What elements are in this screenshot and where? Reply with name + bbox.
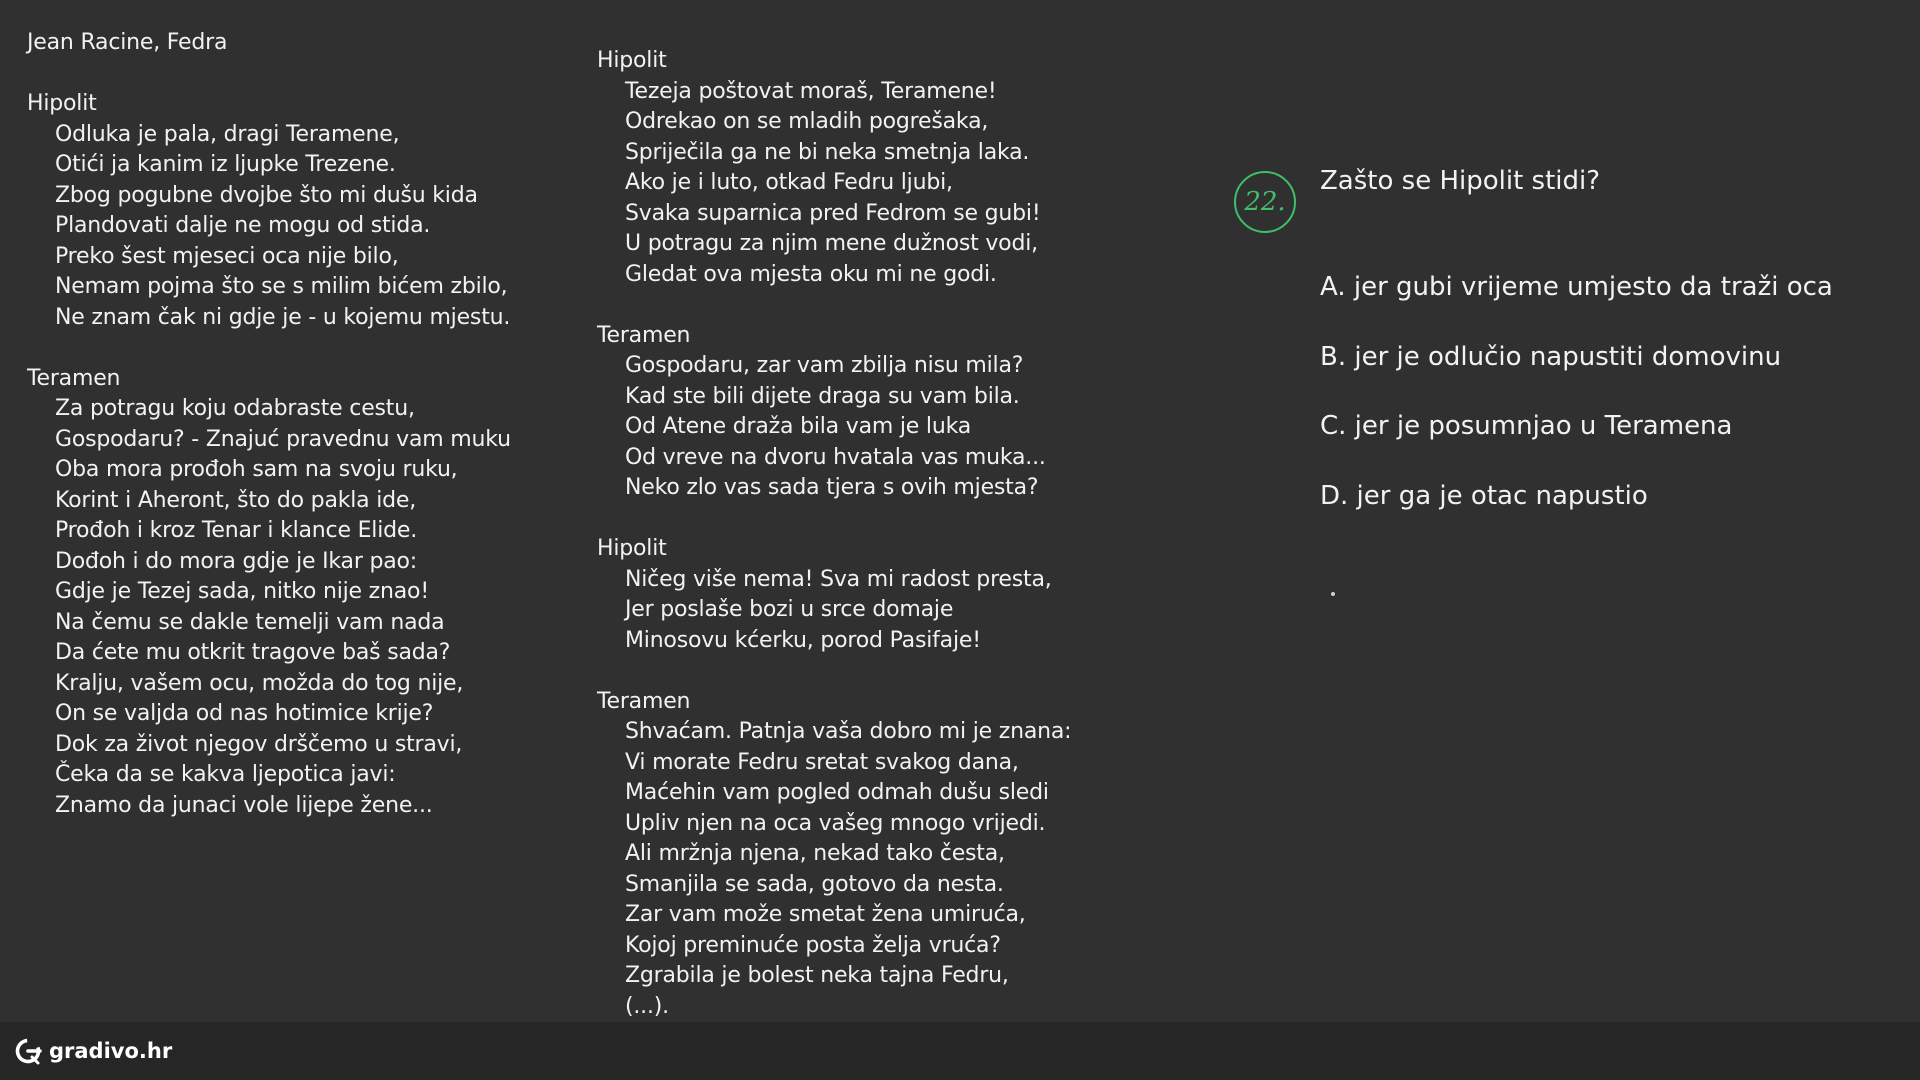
- verse-line: Kralju, vašem ocu, možda do tog nije,: [55, 670, 464, 696]
- text-column-middle: [597, 46, 1071, 1053]
- speaker-name: Hipolit: [27, 91, 97, 116]
- verse-line: Odluka je pala, dragi Teramene,: [55, 121, 400, 147]
- verse-line: Ali mržnja njena, nekad tako česta,: [625, 841, 1005, 866]
- verse-line: Preko šest mjeseci oca nije bilo,: [55, 243, 399, 269]
- verse-line: Gledat ova mjesta oku mi ne godi.: [625, 261, 997, 287]
- answer-option-a[interactable]: A. jer gubi vrijeme umjesto da traži oca: [1320, 272, 1833, 302]
- verse-line: Jer poslaše bozi u srce domaje: [625, 597, 954, 622]
- verse-line: Da ćete mu otkrit tragove baš sada?: [55, 640, 451, 665]
- verse-line: On se valjda od nas hotimice krije?: [55, 701, 434, 726]
- verse-line: (...).: [625, 993, 669, 1019]
- dialogue-block: [597, 321, 1071, 504]
- verse-line: Tezeja poštovat moraš, Teramene!: [625, 78, 997, 104]
- verse-lines: [597, 565, 1071, 657]
- verse-line: U potragu za njim mene dužnost vodi,: [625, 231, 1038, 256]
- verse-line: Kad ste bili dijete draga su vam bila.: [625, 383, 1020, 409]
- dialogue-block: [597, 687, 1071, 1023]
- verse-line: Maćehin vam pogled odmah dušu sledi: [625, 780, 1049, 805]
- speaker-name: Teramen: [597, 322, 691, 348]
- verse-line: Nemam pojma što se s milim bićem zbilo,: [55, 274, 508, 299]
- text-column-left: [27, 28, 511, 852]
- verse-line: Plandovati dalje ne mogu od stida.: [55, 213, 431, 238]
- answer-option-c[interactable]: C. jer je posumnjao u Teramena: [1320, 411, 1733, 441]
- verse-line: Korint i Aheront, što do pakla ide,: [55, 487, 417, 513]
- verse-line: Odrekao on se mladih pogrešaka,: [625, 109, 989, 134]
- verse-line: Od vreve na dvoru hvatala vas muka...: [625, 444, 1046, 470]
- verse-line: Svaka suparnica pred Fedrom se gubi!: [625, 200, 1041, 226]
- verse-line: Gospodaru, zar vam zbilja nisu mila?: [625, 353, 1024, 378]
- footer-bar: [0, 1022, 1920, 1080]
- verse-lines: [27, 120, 511, 334]
- answer-options: [1320, 272, 1833, 550]
- verse-line: Shvaćam. Patnja vaša dobro mi je znana:: [625, 719, 1072, 744]
- verse-line: Kojoj preminuće posta želja vruća?: [625, 932, 1001, 958]
- verse-line: Vi morate Fedru sretat svakog dana,: [625, 749, 1019, 775]
- verse-line: Oba mora prođoh sam na svoju ruku,: [55, 457, 458, 482]
- pointer-dot: [1331, 592, 1335, 596]
- document-title: Jean Racine, Fedra: [27, 30, 228, 55]
- dialogue-block: [597, 46, 1071, 290]
- verse-lines: [597, 717, 1071, 1022]
- verse-line: Prođoh i kroz Tenar i klance Elide.: [55, 518, 417, 543]
- verse-line: Zbog pogubne dvojbe što mi dušu kida: [55, 182, 478, 208]
- verse-line: Minosovu kćerku, porod Pasifaje!: [625, 627, 981, 653]
- verse-line: Zar vam može smetat žena umiruća,: [625, 902, 1026, 927]
- verse-line: Otići ja kanim iz ljupke Trezene.: [55, 152, 396, 177]
- verse-line: Na čemu se dakle temelji vam nada: [55, 609, 445, 635]
- verse-line: Gospodaru? - Znajuć pravednu vam muku: [55, 426, 511, 452]
- verse-line: Ničeg više nema! Sva mi radost presta,: [625, 566, 1052, 592]
- speaker-name: Hipolit: [597, 48, 667, 73]
- verse-line: Od Atene draža bila vam je luka: [625, 414, 972, 439]
- verse-line: Gdje je Tezej sada, nitko nije znao!: [55, 579, 429, 604]
- verse-lines: [27, 394, 511, 821]
- verse-line: Upliv njen na oca vašeg mnogo vrijedi.: [625, 810, 1046, 836]
- question-number-badge: 22.: [1234, 171, 1296, 233]
- dialogue-block: [597, 534, 1071, 656]
- verse-line: Smanjila se sada, gotovo da nesta.: [625, 871, 1004, 897]
- verse-lines: [597, 77, 1071, 291]
- question-text: Zašto se Hipolit stidi?: [1320, 166, 1601, 196]
- gradivo-logo-icon: [13, 1036, 43, 1066]
- verse-line: Dođoh i do mora gdje je Ikar pao:: [55, 548, 417, 574]
- brand-name[interactable]: gradivo.hr: [49, 1039, 173, 1063]
- verse-line: Neko zlo vas sada tjera s ovih mjesta?: [625, 475, 1039, 500]
- verse-line: Spriječila ga ne bi neka smetnja laka.: [625, 139, 1030, 165]
- verse-line: Zgrabila je bolest neka tajna Fedru,: [625, 963, 1009, 988]
- verse-line: Za potragu koju odabraste cestu,: [55, 396, 415, 421]
- dialogue-block: [27, 364, 511, 822]
- speaker-name: Teramen: [27, 365, 121, 391]
- speaker-name: Teramen: [597, 688, 691, 714]
- verse-line: Znamo da junaci vole lijepe žene...: [55, 792, 433, 818]
- answer-option-b[interactable]: B. jer je odlučio napustiti domovinu: [1320, 341, 1782, 372]
- verse-line: Dok za život njegov drščemo u stravi,: [55, 731, 463, 757]
- verse-lines: [597, 351, 1071, 504]
- verse-line: Čeka da se kakva ljepotica javi:: [55, 762, 396, 787]
- dialogue-block: [27, 89, 511, 333]
- verse-line: Ako je i luto, otkad Fedru ljubi,: [625, 170, 953, 195]
- speaker-name: Hipolit: [597, 536, 667, 561]
- verse-line: Ne znam čak ni gdje je - u kojemu mjestu.: [55, 304, 511, 330]
- answer-option-d[interactable]: D. jer ga je otac napustio: [1320, 480, 1648, 511]
